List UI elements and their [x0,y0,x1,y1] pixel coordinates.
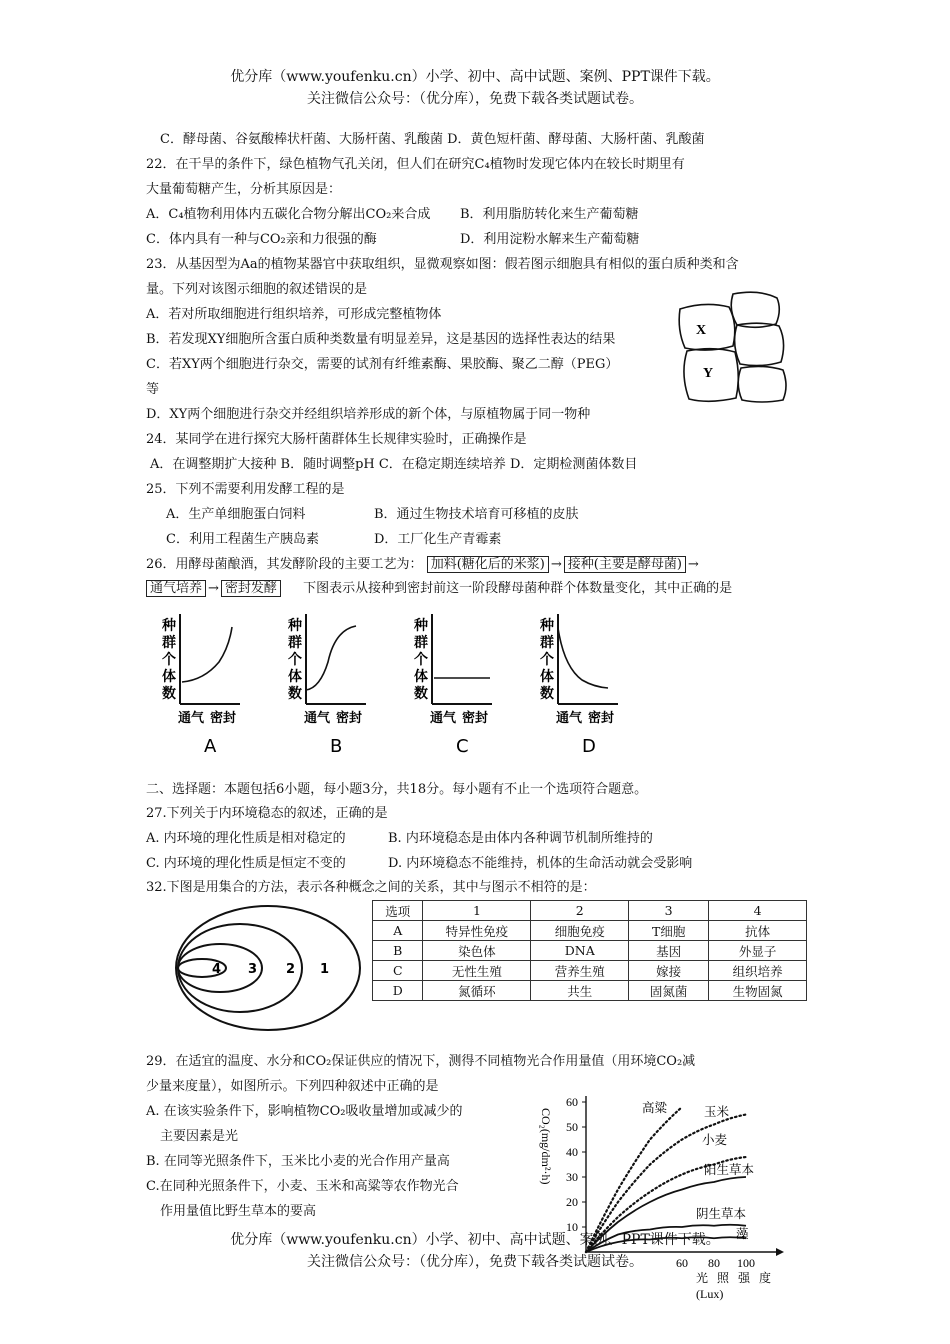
q24-options: A．在调整期扩大接种 B．随时调整pH C．在稳定期连续培养 D．定期检测菌体数目 [150,457,638,472]
table-cell: D [373,981,423,1001]
q27-option-a: A. 内环境的理化性质是相对稳定的 [146,831,346,846]
y-tick-label: 30 [566,1170,578,1184]
graph-letter: C [456,736,469,757]
graph-ylabel-char: 体 [414,669,428,685]
set-label-1: 1 [320,962,330,977]
series-label: 玉米 [704,1104,730,1119]
yeast-graph-C [413,614,492,757]
chart-x-label: 光 照 强 度 [696,1271,775,1285]
q32-options-table [372,900,807,1001]
table-cell: 染色体 [423,941,531,961]
graph-ylabel-char: 数 [288,686,302,702]
q22-option-a: A．C₄植物利用体内五碳化合物分解出CO₂来合成 [146,207,431,222]
table-cell: B [373,941,423,961]
q23-stem-line1: 23．从基因型为Aa的植物某器官中获取组织，显微观察如图：假若图示细胞具有相似的蛋白质种类和含 [146,257,739,272]
x-tick-label: 100 [737,1256,755,1270]
graph-curve [558,628,608,688]
table-row [373,961,807,981]
graph-ylabel-char: 种 [414,618,428,634]
q23-option-d: D．XY两个细胞进行杂交并经组织培养形成的新个体，与原植物属于同一物种 [146,407,591,422]
chart-y-label: CO₂(mg/dm²·h) [539,1108,553,1185]
y-tick-label: 40 [566,1145,578,1159]
set-label-3: 3 [248,962,258,977]
set-label-2: 2 [286,962,296,977]
q27-option-c: C. 内环境的理化性质是恒定不变的 [146,856,346,871]
table-cell: A [373,921,423,941]
q29-option-a-line2: 主要因素是光 [160,1129,239,1144]
series-label: 阳生草本 [704,1162,755,1177]
table-cell: 特异性免疫 [423,921,531,941]
y-tick-label: 60 [566,1095,578,1109]
y-tick-label: 20 [566,1195,578,1209]
q21-options-cd: C．酵母菌、谷氨酸棒状杆菌、大肠杆菌、乳酸菌 D．黄色短杆菌、酵母菌、大肠杆菌、乳酸菌 [160,132,705,147]
q23-option-c-line2: 等 [146,382,160,397]
graph-xlabel-aeration: 通气 [304,711,331,726]
table-header-cell: 3 [629,901,709,921]
cell-top-right [731,292,779,327]
header-line2: 关注微信公众号：（优分库），免费下载各类试题试卷。 [307,91,643,107]
q29-option-b: B. 在同等光照条件下，玉米比小麦的光合作用产量高 [146,1154,450,1169]
q22-stem-line1: 22．在干旱的条件下，绿色植物气孔关闭，但人们在研究C₄植物时发现它体内在较长时期里有 [146,157,685,172]
table-row [373,941,807,961]
graph-xlabel-sealed: 密封 [210,711,237,726]
photosynthesis-chart-svg [530,1086,800,1311]
table-header-cell: 4 [709,901,807,921]
section2-title: 二、选择题：本题包括6小题，每小题3分，共18分。每小题有不止一个选项符合题意。 [146,782,648,797]
y-tick-label: 50 [566,1120,578,1134]
y-tick-label: 10 [566,1220,578,1234]
header-line1: 优分库（www.youfenku.cn）小学、初中、高中试题、案例、PPT课件下载。 [230,69,720,85]
q27-stem: 27.下列关于内环境稳态的叙述，正确的是 [146,806,388,821]
set-diagram [168,900,368,1036]
x-tick-label: 60 [676,1256,688,1270]
q27-option-d: D. 内环境稳态不能维持，机体的生命活动就会受影响 [388,856,693,871]
graph-curve [182,627,232,682]
table-row [373,981,807,1001]
q25-option-b: B．通过生物技术培育可移植的皮肤 [374,507,579,522]
graph-ylabel-char: 群 [414,635,428,651]
graph-curve [306,626,356,690]
graph-ylabel-char: 个 [288,652,302,668]
graph-xlabel-sealed: 密封 [462,711,489,726]
process-step-aeration: 通气培养 [146,580,206,597]
cell-y-label: Y [703,366,714,381]
table-cell: 共生 [531,981,629,1001]
graph-xlabel-sealed: 密封 [336,711,363,726]
q23-stem-line2: 量。下列对该图示细胞的叙述错误的是 [146,282,368,297]
table-cell: 氮循环 [423,981,531,1001]
graph-ylabel-char: 体 [540,669,554,685]
q22-option-c: C．体内具有一种与CO₂亲和力很强的酶 [146,232,377,247]
graph-ylabel-char: 数 [540,686,554,702]
graph-letter: B [330,736,343,757]
graph-ylabel-char: 群 [288,635,302,651]
graph-ylabel-char: 种 [540,618,554,634]
q29-option-c-line1: C.在同种光照条件下，小麦、玉米和高粱等农作物光合 [146,1179,459,1194]
footer-line1: 优分库（www.youfenku.cn）小学、初中、高中试题、案例、PPT课件下载。 [230,1232,720,1248]
table-cell: C [373,961,423,981]
table-cell: 嫁接 [629,961,709,981]
graph-ylabel-char: 群 [162,635,176,651]
q23-option-a: A．若对所取细胞进行组织培养，可形成完整植物体 [146,307,442,322]
q26-stem-line1 [146,553,701,572]
arrow-icon: → [208,581,219,596]
graph-xlabel-aeration: 通气 [556,711,583,726]
set-circle-2 [178,924,302,1012]
q22-stem-line2: 大量葡萄糖产生，分析其原因是： [146,182,342,197]
q24-stem: 24．某同学在进行探究大肠杆菌群体生长规律实验时，正确操作是 [146,432,527,447]
graph-ylabel-char: 种 [288,618,302,634]
cell-bottom-right [738,366,786,402]
x-tick-label: 80 [708,1256,720,1270]
graph-ylabel-char: 个 [414,652,428,668]
table-cell: 外显子 [709,941,807,961]
graph-ylabel-char: 群 [540,635,554,651]
q25-option-a: A．生产单细胞蛋白饲料 [166,507,306,522]
q23-option-c-line1: C．若XY两个细胞进行杂交，需要的试剂有纤维素酶、果胶酶、聚乙二醇（PEG） [146,357,619,372]
footer-line2: 关注微信公众号：（优分库），免费下载各类试题试卷。 [307,1254,643,1270]
table-cell: 无性生殖 [423,961,531,981]
graph-letter: D [582,736,596,757]
process-step-sealed: 密封发酵 [221,580,281,597]
table-cell: 组织培养 [709,961,807,981]
graph-ylabel-char: 个 [540,652,554,668]
plant-cells-figure [675,288,795,406]
q26-stem-post: 下图表示从接种到密封前这一阶段酵母菌种群个体数量变化，其中正确的是 [303,581,733,596]
graph-xlabel-sealed: 密封 [588,711,615,726]
q29-option-c-line2: 作用量值比野生草本的要高 [160,1204,317,1219]
table-cell: T细胞 [629,921,709,941]
process-step-feeding: 加料(糖化后的米浆) [427,556,549,573]
yeast-graph-D [539,614,618,757]
table-cell: 基因 [629,941,709,961]
q29-option-a-line1: A. 在该实验条件下，影响植物CO₂吸收量增加或减少的 [146,1104,463,1119]
arrow-icon: → [687,557,699,572]
photosynthesis-chart [530,1086,800,1311]
set-label-4: 4 [212,962,222,977]
q25-option-c: C．利用工程菌生产胰岛素 [166,532,319,547]
table-cell: 抗体 [709,921,807,941]
yeast-graph-B [287,614,366,757]
graph-xlabel-aeration: 通气 [178,711,205,726]
table-cell: 细胞免疫 [531,921,629,941]
q27-option-b: B. 内环境稳态是由体内各种调节机制所维持的 [388,831,653,846]
q29-stem-line1: 29．在适宜的温度、水分和CO₂保证供应的情况下，测得不同植物光合作用量值（用环境CO₂减 [146,1054,696,1069]
graph-ylabel-char: 体 [288,669,302,685]
q26-stem-pre: 26．用酵母菌酿酒，其发酵阶段的主要工艺为： [146,557,423,572]
graph-xlabel-aeration: 通气 [430,711,457,726]
cell-x-label: X [696,323,707,338]
q25-stem: 25．下列不需要利用发酵工程的是 [146,482,345,497]
q26-stem-line2 [146,577,732,596]
graph-ylabel-char: 数 [414,686,428,702]
q32-stem: 32.下图是用集合的方法，表示各种概念之间的关系，其中与图示不相符的是： [146,880,596,895]
set-circle-1 [176,906,360,1030]
q25-option-d: D．工厂化生产青霉素 [374,532,502,547]
yeast-graph-A [161,614,240,757]
q23-option-b: B．若发现XY细胞所含蛋白质种类数量有明显差异，这是基因的选择性表达的结果 [146,332,616,347]
series-label: 高粱 [642,1100,668,1115]
q29-stem-line2: 少量来度量），如图所示。下列四种叙述中正确的是 [146,1079,439,1094]
series-label: 阴生草本 [696,1206,747,1221]
graph-letter: A [204,736,217,757]
q22-option-b: B．利用脂肪转化来生产葡萄糖 [460,207,639,222]
cell-x [679,304,735,350]
graph-ylabel-char: 种 [162,618,176,634]
table-header-row [373,901,807,921]
yeast-graphs-svg [160,612,660,762]
graph-ylabel-char: 个 [162,652,176,668]
q22-option-d: D．利用淀粉水解来生产葡萄糖 [460,232,640,247]
chart-x-unit: (Lux) [696,1287,724,1301]
yeast-growth-graphs [160,612,660,762]
series-label: 小麦 [702,1132,728,1147]
table-cell: 固氮菌 [629,981,709,1001]
table-cell: DNA [531,941,629,961]
graph-ylabel-char: 体 [162,669,176,685]
table-row [373,921,807,941]
arrow-icon: → [550,557,562,572]
table-header-cell: 2 [531,901,629,921]
graph-ylabel-char: 数 [162,686,176,702]
table-cell: 生物固氮 [709,981,807,1001]
series-label: 藻 [736,1226,749,1241]
process-step-inoculation: 接种(主要是酵母菌) [564,556,686,573]
table-header-cell: 选项 [373,901,423,921]
table-header-cell: 1 [423,901,531,921]
table-cell: 营养生殖 [531,961,629,981]
cell-right-middle [735,323,784,365]
